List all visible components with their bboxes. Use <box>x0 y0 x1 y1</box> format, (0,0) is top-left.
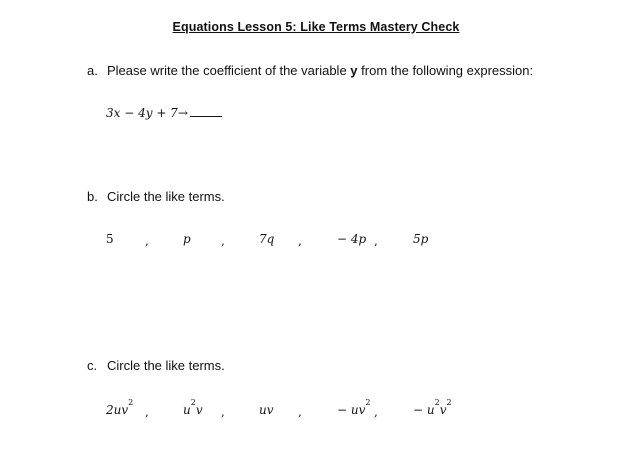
question-b <box>87 189 225 204</box>
question-a-expression-row <box>106 106 222 120</box>
term-separator: , <box>221 405 225 419</box>
term-separator: , <box>145 234 149 248</box>
term-b-2[interactable]: p <box>183 232 191 246</box>
term-c-1[interactable]: $2uv^2$ <box>106 398 134 417</box>
term-separator: , <box>374 405 378 419</box>
question-c <box>87 358 225 373</box>
term-c-3[interactable]: uv <box>259 403 274 417</box>
term-b-5[interactable]: 5p <box>413 232 429 246</box>
question-a-variable: y <box>350 63 358 78</box>
term-c-4[interactable]: − $uv^2$ <box>337 398 371 417</box>
question-a-prompt-start: Please write the coefficient of the variable <box>107 63 351 78</box>
term-c-2[interactable]: $u^2v$ <box>183 398 203 417</box>
answer-blank[interactable] <box>190 106 222 117</box>
page-title: Equations Lesson 5: Like Terms Mastery Check <box>172 20 460 34</box>
term-b-1[interactable]: 5 <box>106 232 114 246</box>
term-c-5[interactable]: − $u^2v^2$ <box>413 398 452 417</box>
question-c-prompt: Circle the like terms. <box>107 358 225 373</box>
term-b-4[interactable]: − 4p <box>337 232 367 246</box>
question-a-expression: 3x − 4y + 7→ <box>106 106 188 120</box>
term-separator: , <box>221 234 225 248</box>
term-separator: , <box>298 234 302 248</box>
question-a-label: a. <box>87 63 98 78</box>
question-a <box>87 63 533 78</box>
term-separator: , <box>145 405 149 419</box>
question-b-label: b. <box>87 189 98 204</box>
term-separator: , <box>298 405 302 419</box>
term-separator: , <box>374 234 378 248</box>
question-c-label: c. <box>87 358 98 373</box>
question-a-prompt-end: from the following expression: <box>357 63 534 78</box>
question-b-prompt: Circle the like terms. <box>107 189 225 204</box>
term-b-3[interactable]: 7q <box>259 232 275 246</box>
